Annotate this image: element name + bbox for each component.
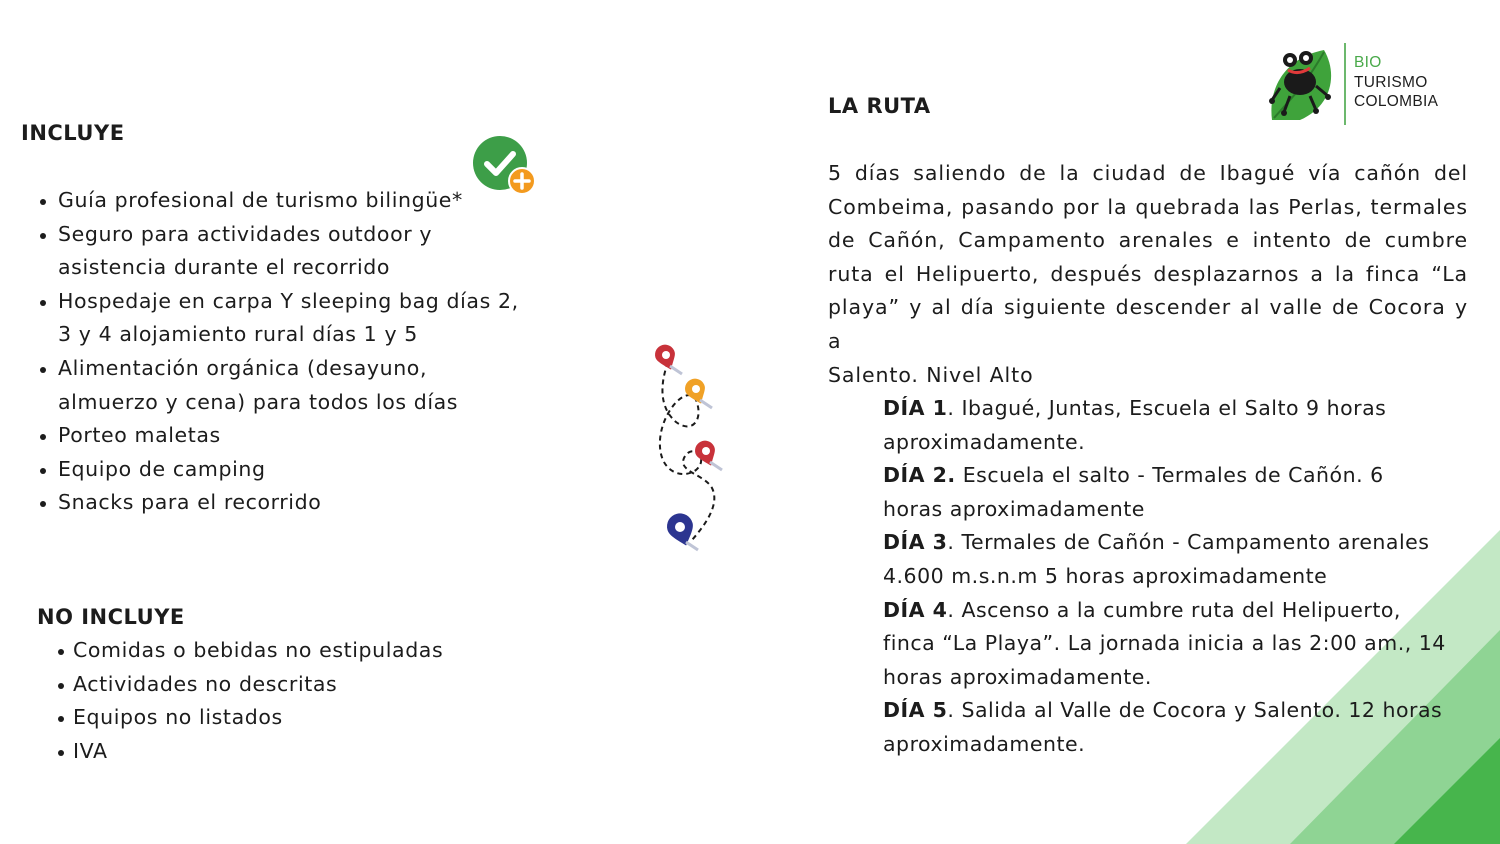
ruta-line: de Cañón, Campamento arenales e intento de cumbre	[828, 228, 1468, 253]
day-text: aproximadamente.	[883, 429, 1086, 454]
list-item: Comidas o bebidas no estipuladas	[37, 634, 443, 668]
logo-line-bio: BIO	[1354, 54, 1382, 71]
ruta-heading: LA RUTA	[828, 94, 931, 118]
incluye-heading: INCLUYE	[21, 121, 125, 145]
day-text: . Salida al Valle de Cocora y Salento. 12 horas	[947, 698, 1443, 723]
list-item: Actividades no descritas	[37, 668, 443, 702]
list-item: Alimentación orgánica (desayuno,	[21, 352, 519, 386]
list-item-continuation: asistencia durante el recorrido	[58, 255, 391, 280]
ruta-line: Combeima, pasando por la quebrada las Perlas, termales	[828, 194, 1468, 219]
day-text: horas aproximadamente.	[883, 664, 1152, 689]
day-label: DÍA 5	[883, 698, 948, 723]
list-item: Guía profesional de turismo bilingüe*	[21, 184, 519, 218]
day-3	[883, 526, 1473, 593]
day-label: DÍA 1	[883, 396, 948, 420]
no-incluye-heading: NO INCLUYE	[37, 605, 185, 629]
day-4	[883, 594, 1473, 695]
ruta-description	[828, 157, 1468, 392]
day-label: DÍA 2.	[883, 463, 956, 488]
ruta-line: Salento. Nivel Alto	[828, 362, 1034, 387]
list-item: Hospedaje en carpa Y sleeping bag días 2,	[21, 285, 519, 319]
logo-line-turismo: TURISMO	[1354, 73, 1428, 91]
logo-divider	[1344, 43, 1346, 125]
day-5	[883, 694, 1473, 761]
day-text: . Ascenso a la cumbre ruta del Helipuerto,	[947, 597, 1401, 622]
ruta-line: 5 días saliendo de la ciudad de Ibagué vía cañón del	[828, 161, 1468, 185]
list-item: IVA	[37, 735, 443, 769]
itinerary	[883, 392, 1473, 762]
list-item: Porteo maletas	[21, 419, 519, 453]
day-text: aproximadamente.	[883, 731, 1086, 756]
day-text: Escuela el salto - Termales de Cañón. 6	[955, 463, 1384, 488]
day-2	[883, 459, 1473, 526]
no-incluye-list	[37, 634, 443, 768]
list-item-continuation: 3 y 4 alojamiento rural días 1 y 5	[58, 322, 418, 347]
ruta-line: playa” y al día siguiente descender al valle de Cocora y a	[828, 295, 1468, 353]
logo-line-colombia: COLOMBIA	[1354, 93, 1439, 110]
ruta-line: ruta el Helipuerto, después desplazarnos a la finca “La	[828, 261, 1468, 286]
frog-leaf-icon	[1266, 44, 1342, 124]
logo-text	[1354, 53, 1438, 112]
day-text: . Termales de Cañón - Campamento arenales	[947, 530, 1430, 555]
day-text: finca “La Playa”. La jornada inicia a las 2:00 am., 14	[883, 631, 1446, 656]
list-item: Equipos no listados	[37, 701, 443, 735]
day-text: 4.600 m.s.n.m 5 horas aproximadamente	[883, 563, 1328, 588]
day-label: DÍA 3	[883, 530, 948, 555]
list-item: Seguro para actividades outdoor y	[21, 218, 519, 252]
day-text: horas aproximadamente	[883, 496, 1145, 521]
list-item: Equipo de camping	[21, 453, 519, 487]
list-item-continuation: almuerzo y cena) para todos los días	[58, 389, 459, 414]
list-item: Snacks para el recorrido	[21, 486, 519, 520]
incluye-list	[21, 184, 519, 520]
day-1	[883, 392, 1473, 459]
map-route-pins-icon	[648, 340, 738, 560]
day-text: . Ibagué, Juntas, Escuela el Salto 9 horas	[947, 396, 1387, 420]
day-label: DÍA 4	[883, 597, 948, 622]
